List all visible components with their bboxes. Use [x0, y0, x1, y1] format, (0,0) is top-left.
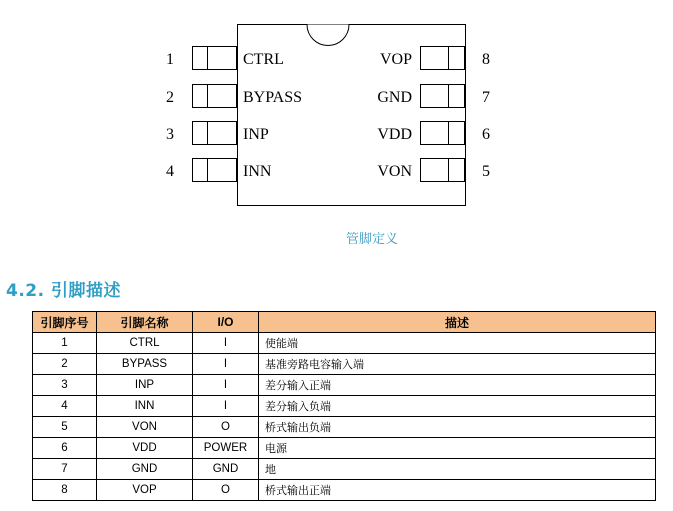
pin-name: INN: [243, 163, 272, 180]
cell-pin-number: 6: [33, 438, 97, 459]
table-row: [33, 333, 656, 354]
pin-number: 5: [482, 163, 490, 180]
cell-description: 桥式输出负端: [259, 417, 656, 438]
cell-description: 差分输入负端: [259, 396, 656, 417]
pin-number: 7: [482, 89, 490, 106]
cell-io: I: [193, 354, 259, 375]
pin-name: INP: [243, 126, 269, 143]
pin-number: 4: [166, 163, 174, 180]
cell-pin-name: GND: [97, 459, 193, 480]
table-row: [33, 480, 656, 501]
cell-pin-name: VDD: [97, 438, 193, 459]
cell-io: O: [193, 480, 259, 501]
cell-io: I: [193, 333, 259, 354]
header-io: I/O: [193, 312, 259, 333]
cell-pin-name: CTRL: [97, 333, 193, 354]
cell-description: 差分输入正端: [259, 375, 656, 396]
cell-io: GND: [193, 459, 259, 480]
pin-name: VOP: [379, 51, 412, 68]
cell-pin-number: 8: [33, 480, 97, 501]
cell-pin-number: 5: [33, 417, 97, 438]
pin-number: 2: [166, 89, 174, 106]
cell-pin-name: INP: [97, 375, 193, 396]
cell-description: 地: [259, 459, 656, 480]
pin-name: VDD: [377, 126, 412, 143]
header-pin-name: 引脚名称: [97, 312, 193, 333]
header-pin-number: 引脚序号: [33, 312, 97, 333]
cell-description: 电源: [259, 438, 656, 459]
cell-description: 桥式输出正端: [259, 480, 656, 501]
cell-pin-number: 4: [33, 396, 97, 417]
cell-pin-name: VOP: [97, 480, 193, 501]
pin-name: CTRL: [243, 51, 284, 68]
pin-name: GND: [377, 89, 412, 106]
cell-io: I: [193, 396, 259, 417]
pinout-diagram: [0, 0, 673, 225]
pin-number: 3: [166, 126, 174, 143]
pin-description-table: [32, 311, 656, 501]
cell-pin-name: BYPASS: [97, 354, 193, 375]
cell-io: POWER: [193, 438, 259, 459]
table-row: [33, 375, 656, 396]
table-row: [33, 417, 656, 438]
pin-number: 1: [166, 51, 174, 68]
cell-description: 基准旁路电容输入端: [259, 354, 656, 375]
cell-io: I: [193, 375, 259, 396]
table-row: [33, 396, 656, 417]
cell-pin-number: 3: [33, 375, 97, 396]
cell-description: 使能端: [259, 333, 656, 354]
section-title: 4.2. 引脚描述: [6, 281, 121, 301]
pin-name: BYPASS: [243, 89, 303, 106]
cell-pin-number: 7: [33, 459, 97, 480]
pin-name: VON: [377, 163, 412, 180]
cell-pin-number: 1: [33, 333, 97, 354]
table-row: [33, 354, 656, 375]
cell-pin-number: 2: [33, 354, 97, 375]
figure-caption: 管脚定义: [345, 232, 398, 247]
cell-pin-name: VON: [97, 417, 193, 438]
table-row: [33, 459, 656, 480]
table-header-row: [33, 312, 656, 333]
cell-io: O: [193, 417, 259, 438]
pin-number: 8: [482, 51, 490, 68]
table-row: [33, 438, 656, 459]
header-description: 描述: [259, 312, 656, 333]
pin-number: 6: [482, 126, 490, 143]
cell-pin-name: INN: [97, 396, 193, 417]
